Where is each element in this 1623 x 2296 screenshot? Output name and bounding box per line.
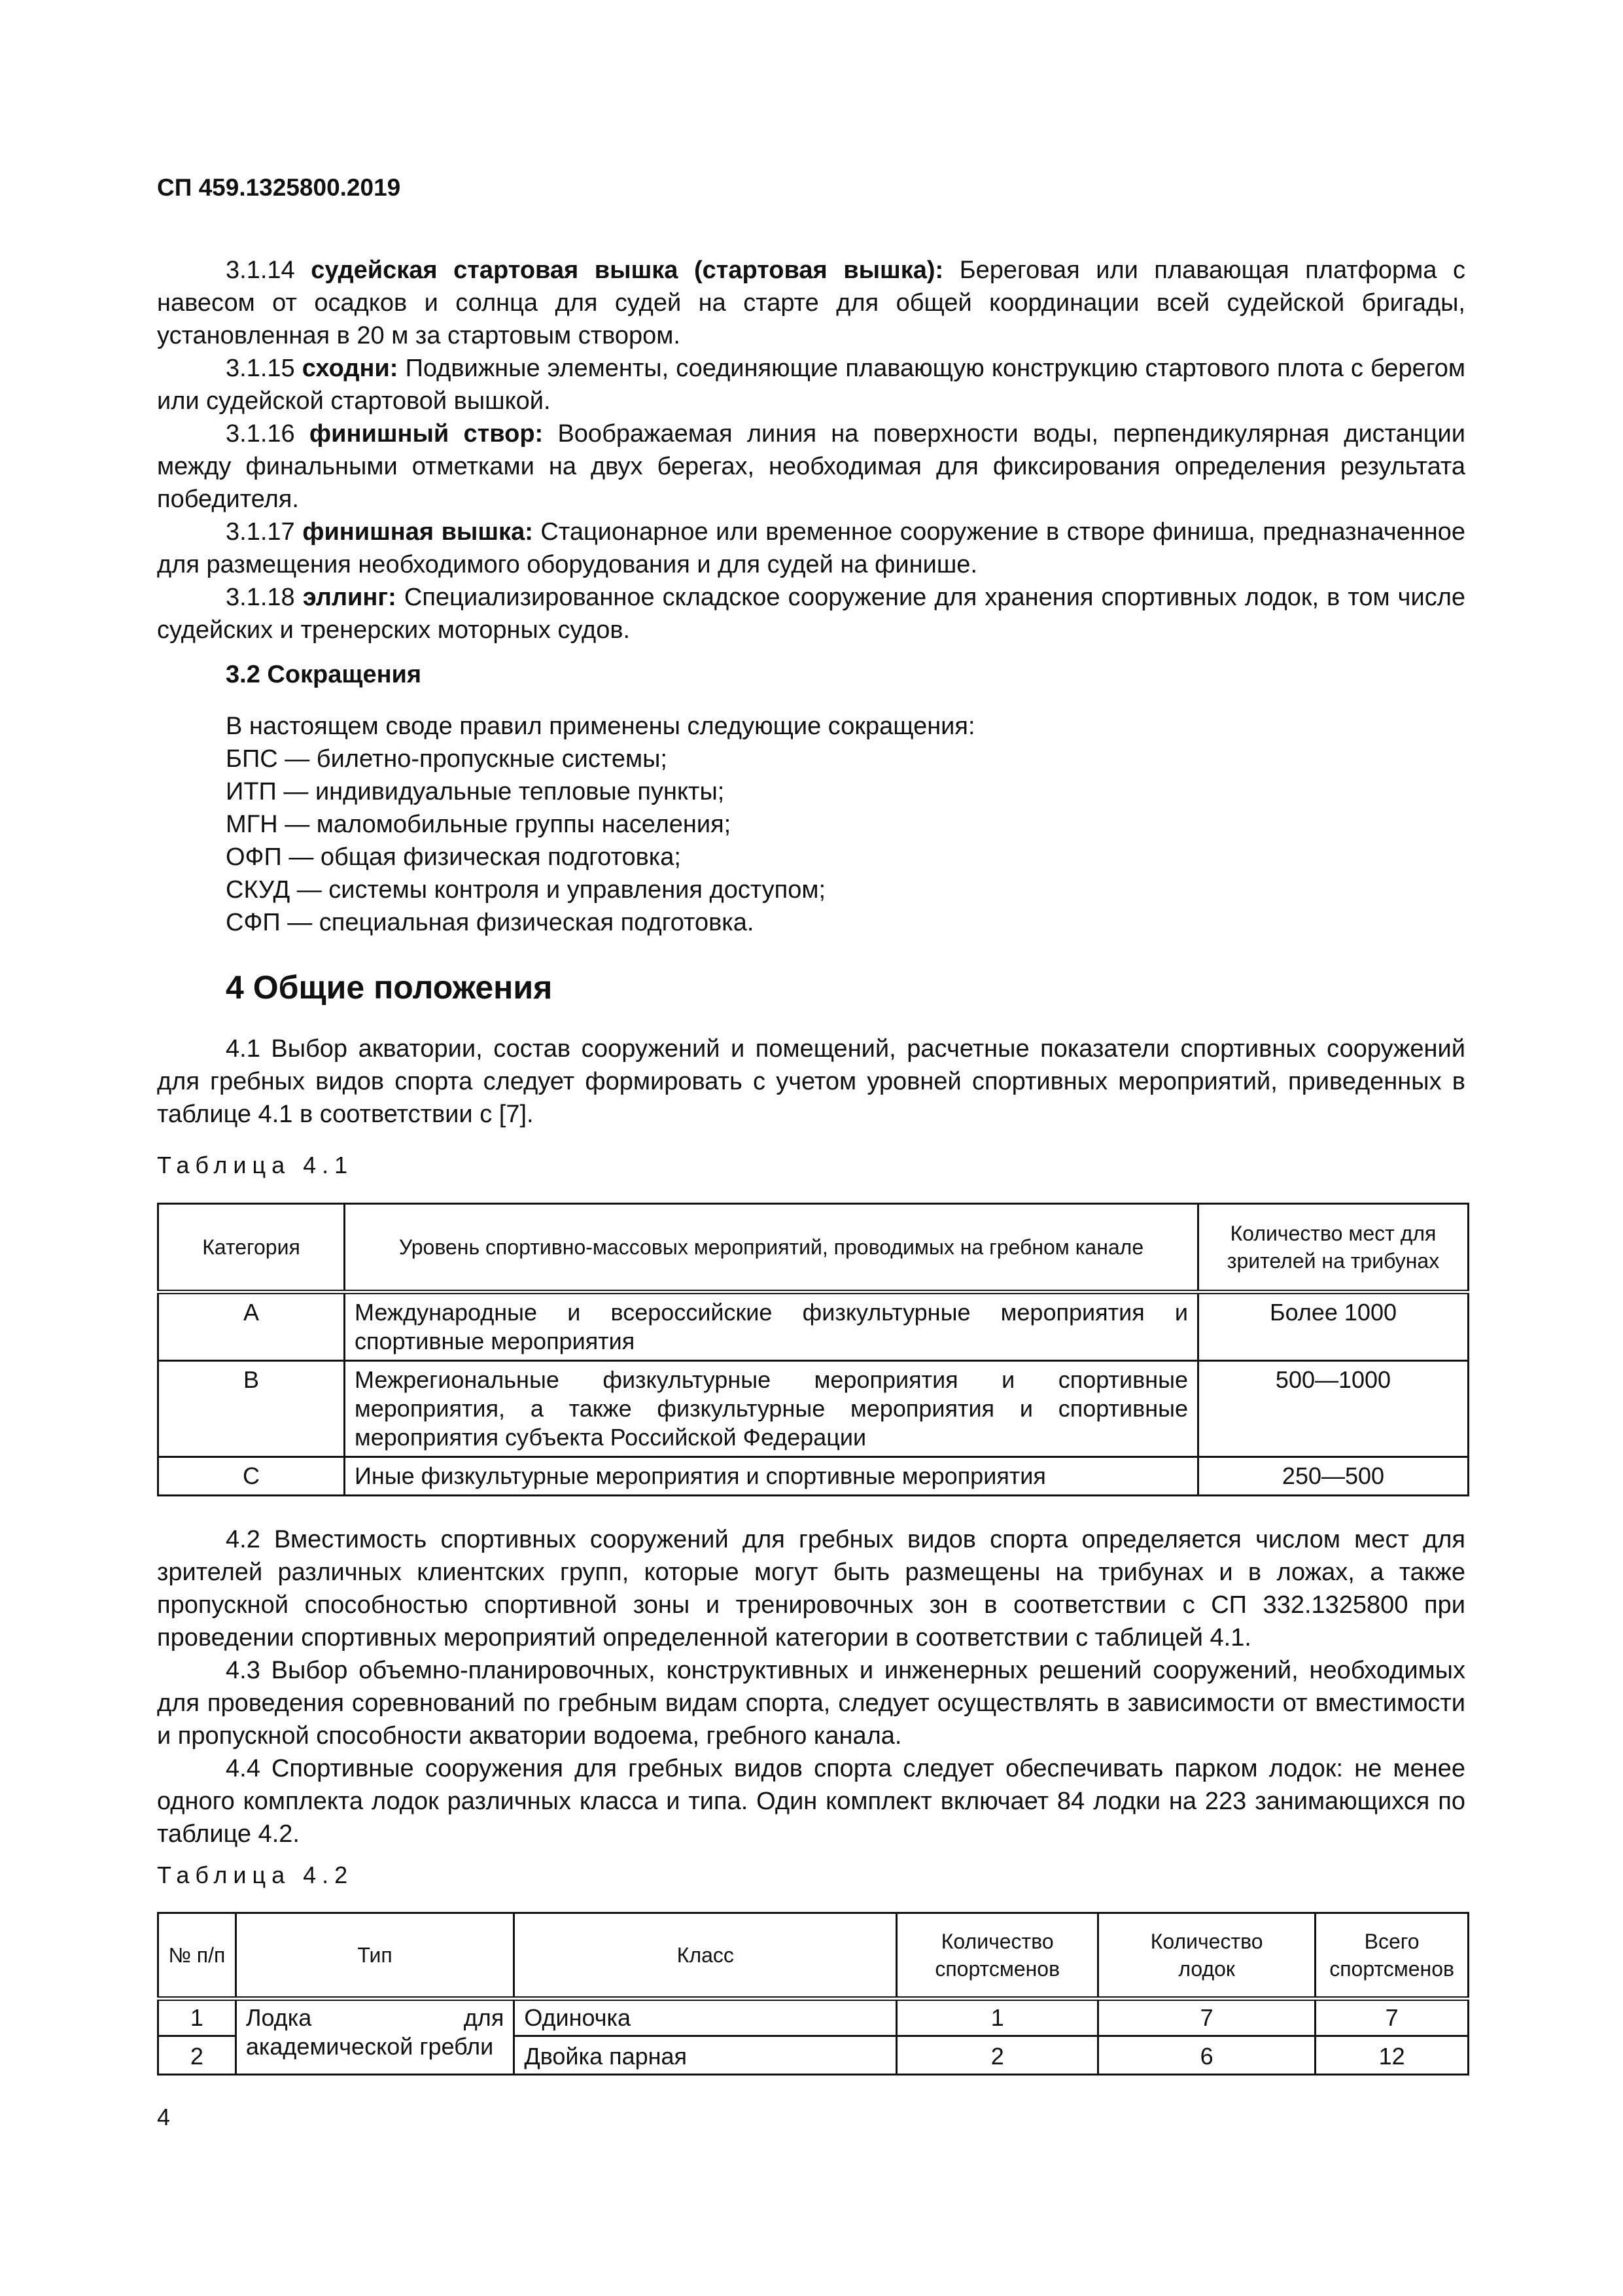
table-cell: A [158,1292,345,1361]
table-header-cell: Тип [236,1913,514,1999]
table-row [158,1361,1469,1457]
abbreviations-list [226,710,975,939]
table-cell: 6 [1098,2036,1316,2075]
table-cell: 7 [1316,1999,1469,2036]
definition-term: финишный створ: [309,420,544,448]
definition-3-1-15: 3.1.15 сходни: Подвижные элементы, соединяющие плавающую конструкцию стартового плота с берегом или судейской стартовой вышкой. [157,355,1466,415]
table-header-cell: Уровень спортивно-массовых мероприятий, проводимых на гребном канале [345,1204,1198,1292]
paragraph-4-3: 4.3 Выбор объемно-планировочных, конструктивных и инженерных решений сооружений, необходимых для проведения соревнований по гребным видам спорта, следует осуществлять в зависимости от вместимости и пропускной способности акватории водоема, гребного канала. [157,1657,1465,1750]
table-cell: Одиночка [514,1999,897,2036]
table-4-2 [157,1912,1469,2075]
table-cell: 2 [158,2036,236,2075]
abbreviation-item: МГН — маломобильные группы населения; [226,811,731,838]
abbreviation-item: БПС — билетно-пропускные системы; [226,745,667,773]
section-3-2-heading: 3.2 Сокращения [226,661,422,688]
table-row [158,1457,1469,1496]
section-4-heading: 4 Общие положения [226,969,553,1006]
table-cell: Международные и всероссийские физкультурные мероприятия и спортивные мероприятия [345,1292,1198,1361]
table-4-1 [157,1203,1469,1496]
paragraph-4-2: 4.2 Вместимость спортивных сооружений для гребных видов спорта определяется числом мест для зрителей различных клиентских групп, которые могут быть размещены на трибунах и в ложах, а также пропускной способностью спортивной зоны и тренировочных зон в соответствии с СП 332.1325800 при проведении спортивных мероприятий определенной категории в соответствии с таблицей 4.1. [157,1526,1465,1651]
table-cell: 12 [1316,2036,1469,2075]
abbreviation-item: ОФП — общая физическая подготовка; [226,843,681,871]
table-cell: Более 1000 [1198,1292,1469,1361]
table-cell: 250—500 [1198,1457,1469,1496]
paragraph-4-1 [157,1033,1465,1131]
definition-term: финишная вышка: [302,518,533,546]
table-cell: 7 [1098,1999,1316,2036]
definition-term: судейская стартовая вышка (стартовая вышка): [311,256,944,284]
table-header-cell: Количество мест для зрителей на трибунах [1198,1204,1469,1292]
definitions-block [157,254,1465,646]
table-cell: 2 [897,2036,1098,2075]
page-number: 4 [157,2104,171,2130]
paragraph-4-1-text: 4.1 Выбор акватории, состав сооружений и помещений, расчетные показатели спортивных сооружений для гребных видов спорта следует формировать с учетом уровней спортивных мероприятий, приведенных в таблице 4.1 в соответствии с [7]. [157,1035,1465,1128]
definition-term: эллинг: [302,584,396,611]
table-row [158,1999,1469,2036]
table-header-cell: Всего спортсменов [1316,1913,1469,1999]
abbreviation-item: ИТП — индивидуальные тепловые пункты; [226,778,725,805]
table-cell-type: Лодка для академической гребли [236,1999,514,2075]
definition-3-1-14: 3.1.14 судейская стартовая вышка (стартовая вышка): Береговая или плавающая платформа с навесом от осадков и солнца для судей на старте для общей координации всей судейской бригады, установленная в 20 м за стартовым створом. [157,256,1465,349]
definition-3-1-17: 3.1.17 финишная вышка: Стационарное или временное сооружение в створе финиша, предназначенное для размещения необходимого оборудования и для судей на финише. [157,518,1465,578]
doc-code: СП 459.1325800.2019 [157,174,401,201]
definition-term: сходни: [302,355,398,382]
paragraph-4-4: 4.4 Спортивные сооружения для гребных видов спорта следует обеспечивать парком лодок: не менее одного комплекта лодок различных класса и типа. Один комплект включает 84 лодки на 223 занимающихся по таблице 4.2. [157,1755,1465,1848]
table-header-cell: № п/п [158,1913,236,1999]
table-cell: B [158,1361,345,1457]
table-header-cell: Категория [158,1204,345,1292]
table-cell: 1 [158,1999,236,2036]
definition-3-1-18: 3.1.18 эллинг: Специализированное складское сооружение для хранения спортивных лодок, в том числе судейских и тренерских моторных судов. [157,584,1466,644]
table-header-cell: Количество лодок [1098,1913,1316,1999]
table-4-2-caption: Таблица 4.2 [157,1862,354,1888]
table-header-cell: Количество спортсменов [897,1913,1098,1999]
table-row [158,1292,1469,1361]
table-cell: Межрегиональные физкультурные мероприятия и спортивные мероприятия, а также физкультурные мероприятия и спортивные мероприятия субъекта Российской Федерации [345,1361,1198,1457]
paragraphs-4-2-to-4-4 [157,1523,1465,1850]
definition-3-1-16: 3.1.16 финишный створ: Воображаемая линия на поверхности воды, перпендикулярная дистанции между финальными отметками на двух берегах, необходимая для фиксирования определения результата победителя. [157,420,1465,513]
table-cell: 1 [897,1999,1098,2036]
abbreviation-item: СКУД — системы контроля и управления доступом; [226,876,826,904]
table-cell: Иные физкультурные мероприятия и спортивные мероприятия [345,1457,1198,1496]
table-header-cell: Класс [514,1913,897,1999]
table-cell: Двойка парная [514,2036,897,2075]
table-4-1-caption: Таблица 4.1 [157,1152,354,1178]
abbreviations-intro: В настоящем своде правил применены следующие сокращения: [226,713,975,740]
table-cell: C [158,1457,345,1496]
abbreviation-item: СФП — специальная физическая подготовка. [226,909,754,936]
table-cell: 500—1000 [1198,1361,1469,1457]
